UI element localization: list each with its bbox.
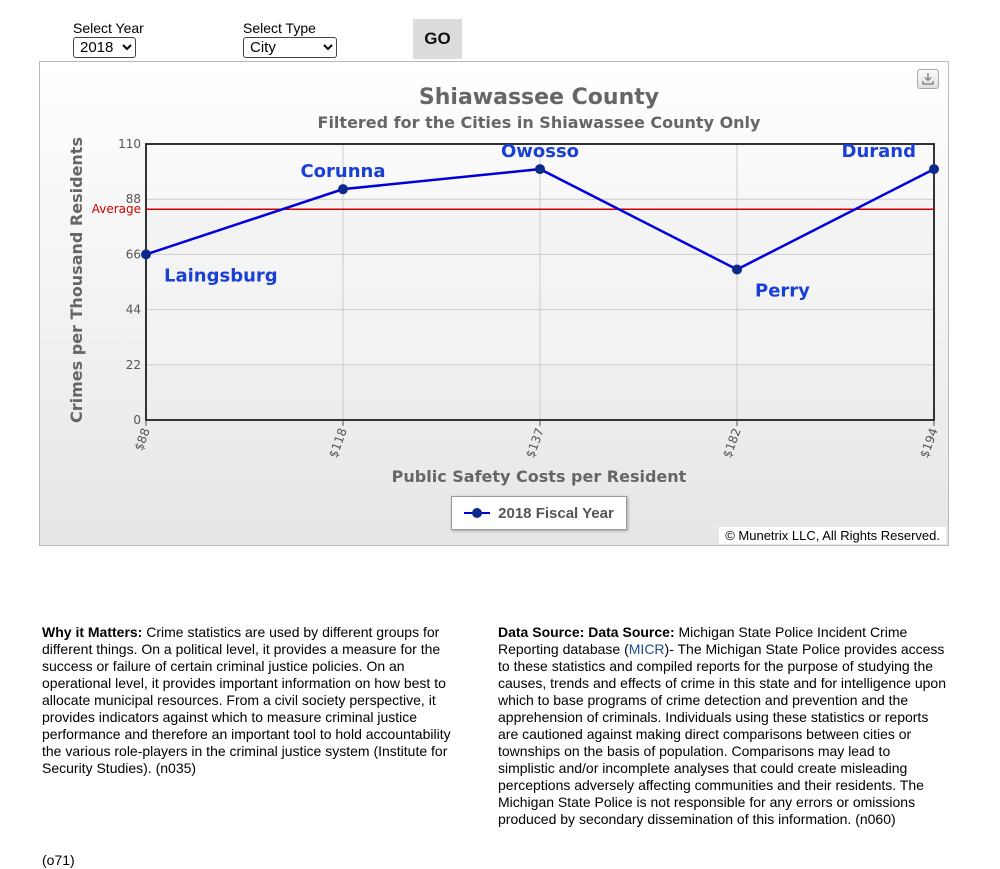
chart bbox=[40, 62, 948, 545]
data-point bbox=[535, 164, 545, 174]
data-point bbox=[338, 184, 348, 194]
why-it-matters-text: Crime statistics are used by different groups for different things. On a political level, it provides a measure for the success or failure of certain criminal justice policies. On an operational level, it provides important information on how best to allocate municipal resources. From a civil society perspective, it provides indicators against which to measure criminal justice performance and therefore an important tool to hold accountability the various role-players in the criminal justice system (Institute for Security Studies). (n035) bbox=[42, 624, 451, 776]
type-select[interactable] bbox=[243, 37, 337, 58]
select-year-label: Select Year bbox=[73, 20, 144, 36]
legend-item[interactable] bbox=[451, 496, 627, 530]
legend-marker-icon bbox=[464, 507, 490, 519]
why-it-matters-block bbox=[42, 624, 472, 777]
y-tick-label: 110 bbox=[118, 137, 141, 151]
download-icon bbox=[918, 70, 938, 88]
y-tick-label: 44 bbox=[125, 302, 141, 317]
y-tick-label: 22 bbox=[125, 357, 141, 372]
x-tick-label: $137 bbox=[523, 426, 547, 460]
x-tick-label: $118 bbox=[326, 426, 350, 460]
x-tick-label: $88 bbox=[131, 426, 153, 453]
legend-label: 2018 Fiscal Year bbox=[498, 504, 614, 522]
select-type-label: Select Type bbox=[243, 20, 316, 36]
data-point bbox=[929, 164, 939, 174]
x-tick-label: $194 bbox=[917, 426, 941, 460]
point-label: Laingsburg bbox=[164, 265, 278, 287]
point-label: Owosso bbox=[500, 141, 580, 163]
average-label: Average bbox=[91, 202, 141, 217]
x-tick-label: $182 bbox=[720, 426, 744, 460]
year-select[interactable] bbox=[73, 37, 136, 58]
chart-panel bbox=[39, 61, 949, 546]
copyright-notice: © Munetrix LLC, All Rights Reserved. bbox=[719, 527, 946, 544]
chart-subtitle: Filtered for the Cities in Shiawassee County Only bbox=[317, 113, 761, 132]
why-it-matters-heading: Why it Matters: bbox=[42, 624, 143, 640]
go-button[interactable]: GO bbox=[413, 19, 462, 59]
y-tick-label: 88 bbox=[125, 192, 141, 207]
y-tick-label: 0 bbox=[133, 413, 141, 427]
micr-link[interactable]: MICR bbox=[628, 641, 665, 657]
y-tick-label: 66 bbox=[125, 247, 141, 262]
data-source-heading: Data Source: Data Source: bbox=[498, 624, 675, 640]
download-button[interactable] bbox=[917, 69, 939, 89]
x-axis-title: Public Safety Costs per Resident bbox=[391, 467, 687, 486]
point-label: Durand bbox=[841, 141, 916, 163]
point-label: Corunna bbox=[300, 161, 386, 183]
data-source-text-before: Michigan State Police Incident Crime Reporting database ( bbox=[498, 624, 908, 657]
chart-title: Shiawassee County bbox=[418, 85, 660, 110]
data-source-text-after: )- The Michigan State Police provides access to these statistics and compiled reports for the purpose of studying the causes, trends and effects of crime in this state and for intelligence upon which to base programs of crime detection and prevention and the apprehension of criminals. Individuals using these statistics or reports are cautioned against making direct comparisons between cities or townships on the basis of population. Comparisons may lead to simplistic and/or incomplete analyses that could create misleading perceptions adversely affecting communities and their residents. The Michigan State Police is not responsible for any errors or omissions produced by secondary dissemination of this information. (n060) bbox=[498, 641, 946, 827]
y-axis-title: Crimes per Thousand Residents bbox=[67, 137, 86, 423]
data-point bbox=[732, 264, 742, 274]
footer-code: (o71) bbox=[42, 852, 75, 868]
data-point bbox=[141, 249, 151, 259]
point-label: Perry bbox=[755, 280, 810, 302]
data-source-block bbox=[498, 624, 950, 828]
